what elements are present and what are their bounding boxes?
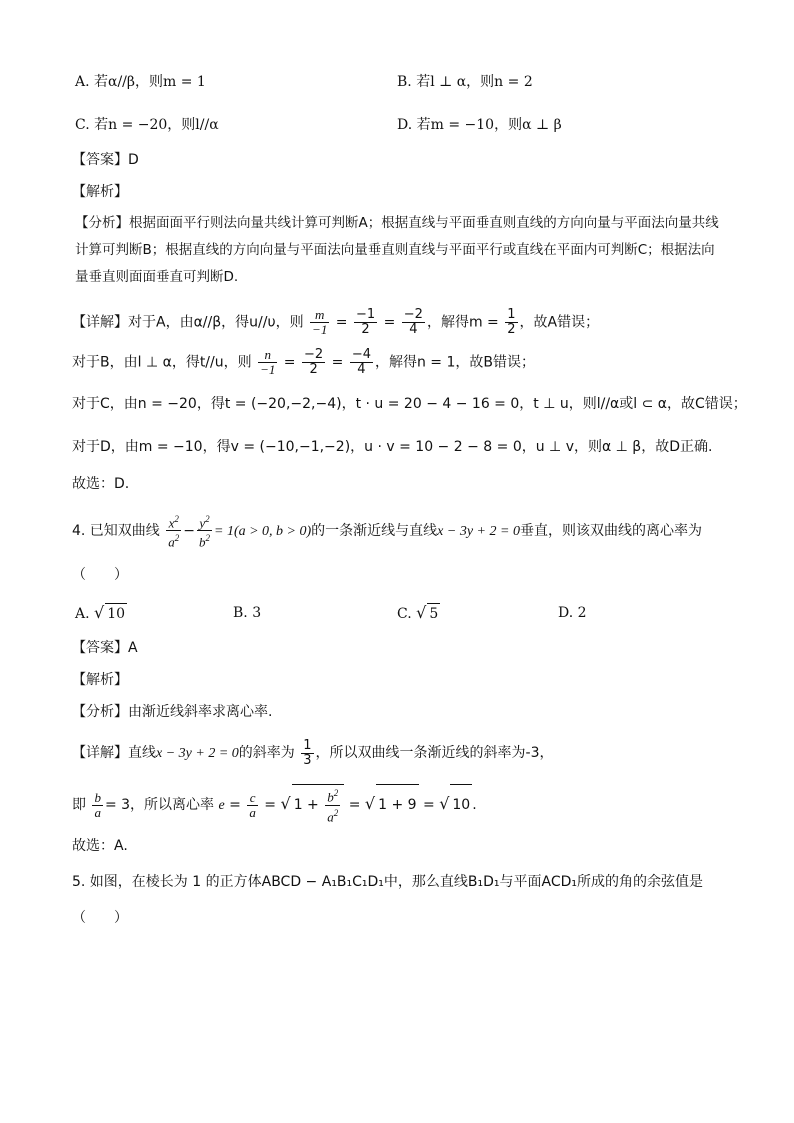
q4-option-c-value: 5 (427, 603, 440, 624)
q4-option-c-label: C. (397, 606, 412, 622)
q4-stem-post: 垂直，则该双曲线的离心率为 (519, 522, 702, 539)
detail-tag: 【详解】 (72, 314, 128, 331)
q3-option-a: A. 若α//β，则m = 1 (75, 74, 206, 90)
q4-line-eq: x − 3y + 2 = 0 (437, 523, 520, 539)
q5-stem: 5. 如图，在棱长为 1 的正方体ABCD − A₁B₁C₁D₁中，那么直线B₁D₁与平面ACD₁所成的角的余弦值是 (72, 874, 704, 890)
q4-cond: = 1(a > 0, b > 0) (214, 523, 312, 539)
detail-1-mid: 的斜率为 (238, 745, 295, 761)
detail-2-value: 10 (450, 784, 472, 825)
q4-option-d: D. 2 (558, 605, 587, 621)
q4-choose: 故选：A. (72, 838, 128, 854)
detail-2-mid: = 3，所以离心率 (104, 797, 215, 813)
detail-a-pre: 对于A，由α//β，得u//υ，则 (128, 314, 304, 331)
answer-tag: 【答案】 (72, 640, 128, 656)
q3-analysis (75, 210, 725, 291)
answer-tag: 【答案】 (72, 152, 128, 168)
q4-option-a-value: 10 (105, 603, 127, 624)
analysis-tag: 【分析】 (72, 704, 128, 720)
q3-detail-b: 对于B，由l ⊥ α，得t//u，则 $\frac{n}{-1}$ = $\frac{-2}{2}$ = $\frac{-4}{4}$ ，解得n = 1，故B错误； (72, 347, 535, 377)
q3-option-c: C. 若n = −20，则l//α (75, 117, 219, 133)
q3-detail-d: 对于D，由m = −10，得v = (−10,−1,−2)，u · v = 10 − 2 − 8 = 0，u ⊥ v，则α ⊥ β，故D正确. (72, 439, 713, 455)
detail-2-pre: 即 (72, 797, 86, 813)
answer-value: D (128, 152, 139, 168)
detail-a-post1: ，解得m = (426, 314, 499, 331)
detail-tag: 【详解】 (72, 745, 128, 761)
answer-value: A (128, 640, 138, 656)
q3-answer (72, 150, 139, 170)
q4-option-a: A. √ 10 (75, 603, 126, 622)
q4-analysis (72, 702, 272, 722)
q4-option-c: C. √ 5 (397, 603, 439, 622)
q4-stem-mid: 的一条渐近线与直线 (311, 522, 438, 539)
q4-option-a-label: A. (75, 606, 90, 622)
detail-1-pre: 直线 (128, 745, 156, 761)
detail-b-post: ，解得n = 1，故B错误； (374, 354, 535, 371)
q3-option-b: B. 若l ⊥ α，则n = 2 (397, 74, 533, 90)
q3-choose: 故选：D. (72, 476, 130, 492)
analysis-text: 根据面面平行则法向量共线计算可判断A；根据直线与平面垂直则直线的方向向量与平面法向量共线计算可判断B；根据直线的方向向量与平面法向量垂直则直线与平面平行或直线在平面内可判断C；根据法向量垂直则面面垂直可判断D. (75, 215, 719, 285)
detail-a-post2: ，故A错误； (519, 314, 600, 331)
q4-option-b: B. 3 (233, 605, 262, 621)
q3-jiexi-tag: 【解析】 (72, 184, 128, 200)
q4-paren: （ ） (72, 567, 128, 583)
q4-answer (72, 638, 138, 658)
q4-detail-2: 即 $\frac{b}{a}$ = 3，所以离心率 e = $\frac{c}{a}$ = √ 1 + $\frac{b^2}{a^2}$ = √ 1 + 9 = √ 10 . (72, 784, 477, 824)
q4-stem-pre: 4. 已知双曲线 (72, 522, 160, 539)
q4-stem: 4. 已知双曲线 $\frac{x^2}{a^2}$ − $\frac{y^2}{b^2}$ = 1(a > 0, b > 0)的一条渐近线与直线x − 3y + 2 = 0垂直，则该双曲线的离心率为 (72, 514, 702, 550)
detail-b-pre: 对于B，由l ⊥ α，得t//u，则 (72, 354, 252, 371)
detail-1-line: x − 3y + 2 = 0 (156, 746, 239, 761)
q4-detail-1: 【详解】直线x − 3y + 2 = 0的斜率为 $\frac{1}{3}$ ，所以双曲线一条渐近线的斜率为-3， (72, 737, 554, 768)
q5-paren: （ ） (72, 910, 128, 926)
q3-option-d: D. 若m = −10，则α ⊥ β (397, 117, 562, 133)
q3-detail-a: 【详解】对于A，由α//β，得u//υ，则 $\frac{m}{-1}$ = $\frac{-1}{2}$ = $\frac{-2}{4}$ ，解得m = $\frac{1}{2}$ ，故A错误； (72, 307, 600, 337)
analysis-tag: 【分析】 (75, 215, 129, 231)
q3-detail-c: 对于C，由n = −20，得t = (−20,−2,−4)，t · u = 20 − 4 − 16 = 0，t ⊥ u，则l//α或l ⊂ α，故C错误； (72, 396, 747, 412)
analysis-text: 由渐近线斜率求离心率. (128, 704, 273, 720)
q4-jiexi-tag: 【解析】 (72, 672, 128, 688)
detail-1-post: ，所以双曲线一条渐近线的斜率为-3， (315, 745, 554, 761)
